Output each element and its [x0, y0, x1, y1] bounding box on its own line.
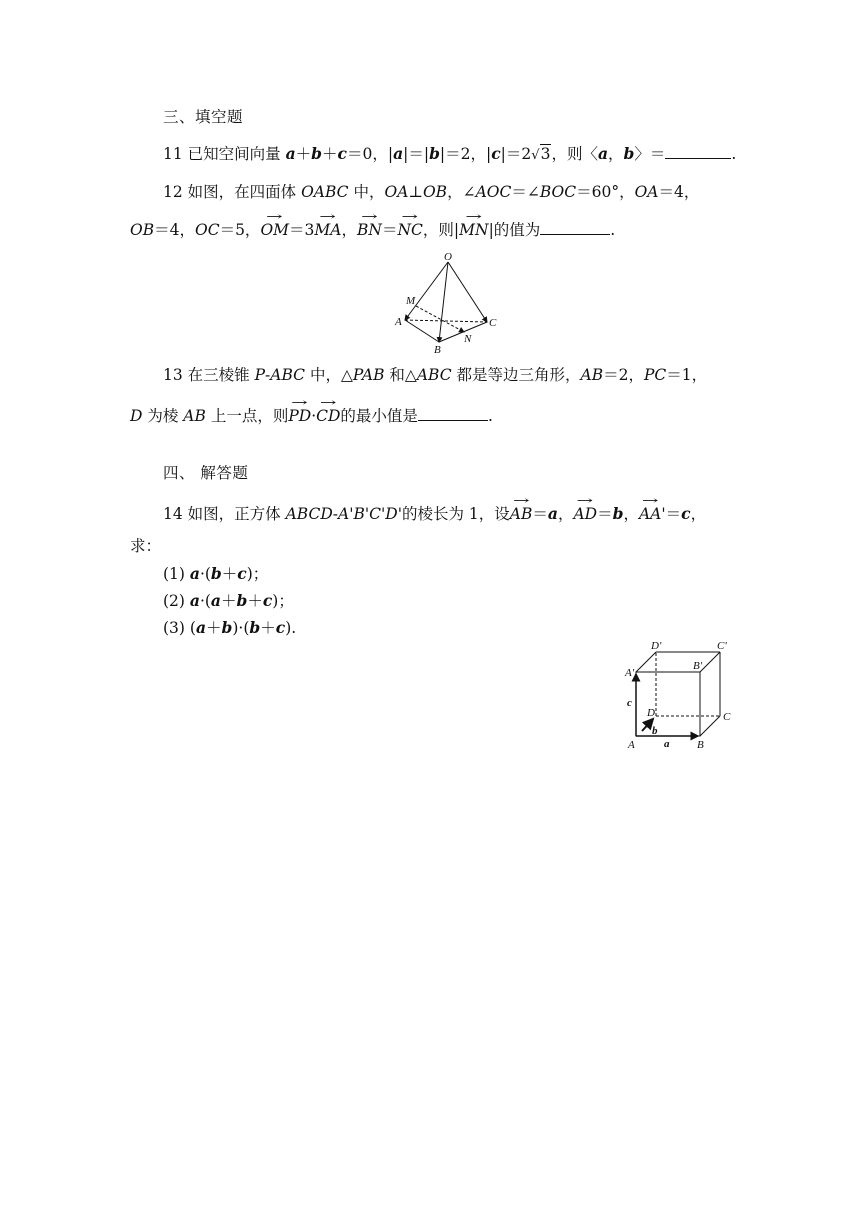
tetrahedron-figure: [392, 250, 504, 356]
edge-ac-hidden: [405, 320, 487, 322]
question-13-line-2: D 为棱 AB 上一点，则→ PD·→ CD的最小值是 .: [130, 405, 493, 427]
vector-mn: [416, 306, 464, 332]
label-d: D: [647, 707, 655, 719]
edge-bc: [439, 322, 487, 342]
label-a1: A': [625, 667, 635, 679]
answer-blank[interactable]: [540, 219, 610, 235]
question-13-line-1: 13 在三棱锥 P-ABC 中，△PAB 和△ABC 都是等边三角形，AB＝2，PC＝1，: [163, 366, 708, 384]
label-vec-a: a: [664, 738, 670, 750]
edge-ob: [439, 262, 448, 342]
question-14-line-1: 14 如图，正方体 ABCD-A'B'C'D'的棱长为 1，设→ AB＝a，→ AD＝b，→ AA'＝c，: [163, 503, 706, 525]
edge-ab: [405, 320, 439, 342]
question-14-part-2: (2) a·(a＋b＋c)；: [163, 591, 294, 610]
label-a: A: [628, 739, 635, 751]
label-n: N: [464, 333, 472, 345]
cube-figure: [620, 636, 740, 754]
label-vec-b: b: [652, 725, 658, 737]
label-c: C: [489, 317, 497, 329]
label-b: B: [697, 739, 704, 751]
label-c: C: [723, 711, 731, 723]
question-11: 11 已知空间向量 a＋b＋c＝0，|a|＝|b|＝2，|c|＝2√3，则〈a，b〉＝ .: [163, 144, 737, 163]
question-number: 11: [163, 145, 183, 163]
question-number: 12: [163, 183, 183, 201]
label-vec-c: c: [627, 697, 632, 709]
section-heading-fill-in: 三、填空题: [163, 108, 244, 126]
label-c1: C': [717, 640, 727, 652]
answer-blank[interactable]: [418, 405, 488, 421]
question-number: 13: [163, 366, 183, 384]
answer-blank[interactable]: [665, 143, 731, 159]
question-number: 14: [163, 505, 183, 523]
section-heading-answer: 四、 解答题: [163, 464, 249, 482]
label-d1: D': [651, 640, 662, 652]
question-14-part-1: (1) a·(b＋c)；: [163, 564, 269, 583]
question-14-part-3: (3) (a＋b)·(b＋c).: [163, 618, 297, 637]
label-m: M: [406, 295, 416, 307]
label-a: A: [395, 316, 402, 328]
label-b1: B': [693, 660, 703, 672]
edge-oc: [448, 262, 487, 322]
label-b: B: [434, 344, 441, 356]
label-o: O: [444, 251, 452, 263]
question-12-line-2: OB＝4，OC＝5，→ OM＝3→ MA，→ BN＝→ NC，则|→ MN|的值为 .: [130, 219, 615, 241]
question-12-line-1: 12 如图，在四面体 OABC 中，OA⊥OB，∠AOC＝∠BOC＝60°，OA＝4，: [163, 183, 700, 201]
question-14-line-2: 求：: [130, 537, 162, 555]
